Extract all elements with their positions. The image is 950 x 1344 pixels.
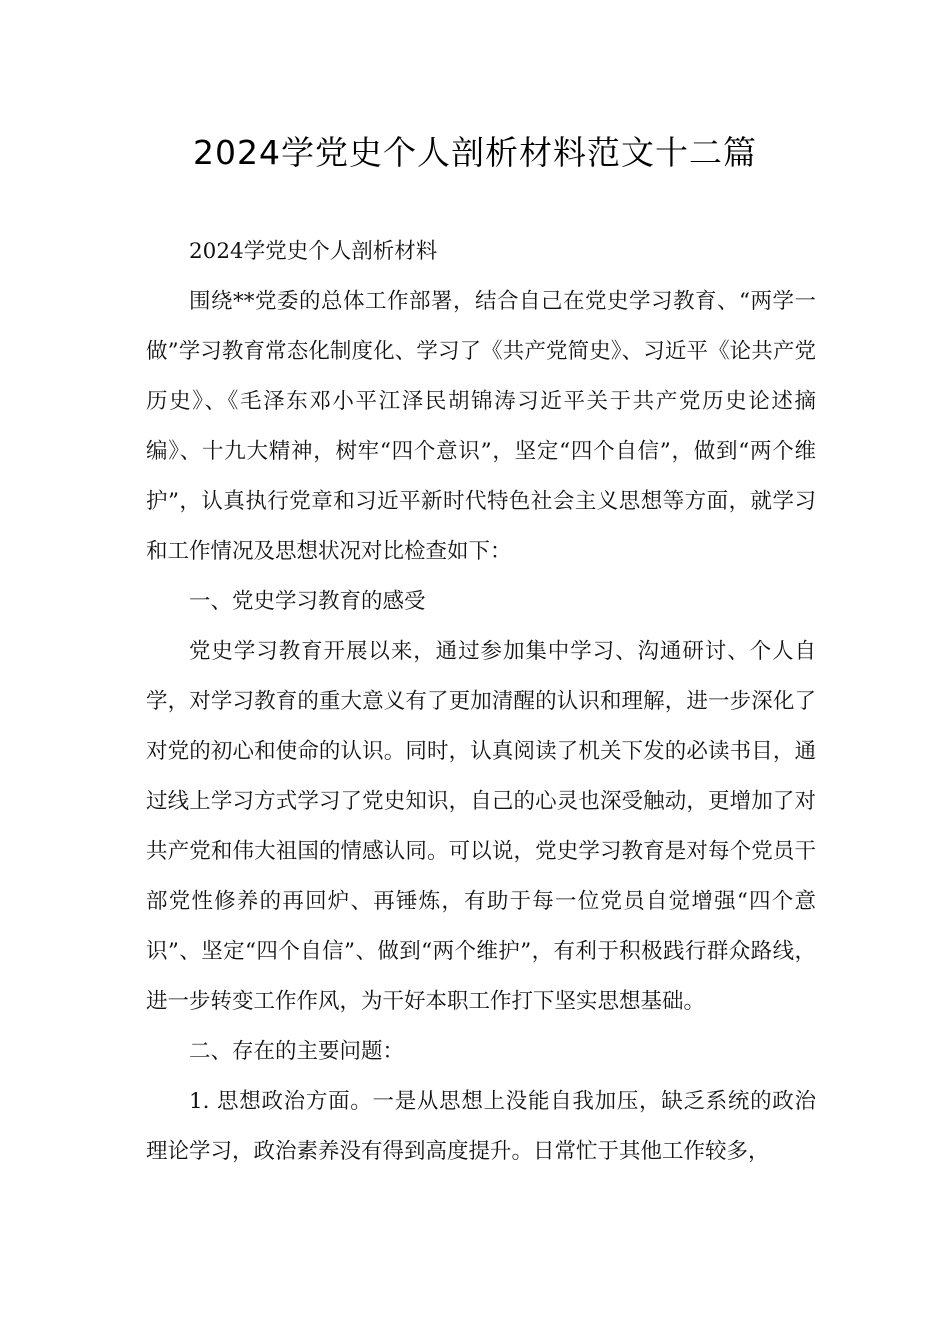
section-heading-1: 一、党史学习教育的感受 bbox=[189, 589, 426, 614]
section-2-paragraph: 1. 思想政治方面。一是从思想上没能自我加压，缺乏系统的政治理论学习，政治素养没有得到高度提升。日常忙于其他工作较多， bbox=[146, 1089, 816, 1164]
intro-paragraph: 围绕**党委的总体工作部署，结合自己在党史学习教育、“两学一做”学习教育常态化制度化、学习了《共产党简史》、习近平《论共产党历史》、《毛泽东邓小平江泽民胡锦涛习近平关于共产党历史论述摘编》、十九大精神，树牢“四个意识”，坚定“四个自信”，做到“两个维护”，认真执行党章和习近平新时代特色社会主义思想等方面，就学习和工作情况及思想状况对比检查如下： bbox=[146, 289, 816, 564]
document-title: 2024学党史个人剖析材料范文十二篇 bbox=[193, 133, 757, 172]
section-heading-2: 二、存在的主要问题： bbox=[189, 1039, 405, 1064]
section-1-paragraph: 党史学习教育开展以来，通过参加集中学习、沟通研讨、个人自学，对学习教育的重大意义有了更加清醒的认识和理解，进一步深化了对党的初心和使命的认识。同时，认真阅读了机关下发的必读书目，通过线上学习方式学习了党史知识，自己的心灵也深受触动，更增加了对共产党和伟大祖国的情感认同。可以说，党史学习教育是对每个党员干部党性修养的再回炉、再锤炼，有助于每一位党员自觉增强“四个意识”、坚定“四个自信”、做到“两个维护”，有利于积极践行群众路线，进一步转变工作作风，为干好本职工作打下坚实思想基础。 bbox=[146, 639, 816, 1014]
document-body bbox=[146, 227, 816, 1177]
subtitle-paragraph: 2024学党史个人剖析材料 bbox=[189, 239, 438, 264]
